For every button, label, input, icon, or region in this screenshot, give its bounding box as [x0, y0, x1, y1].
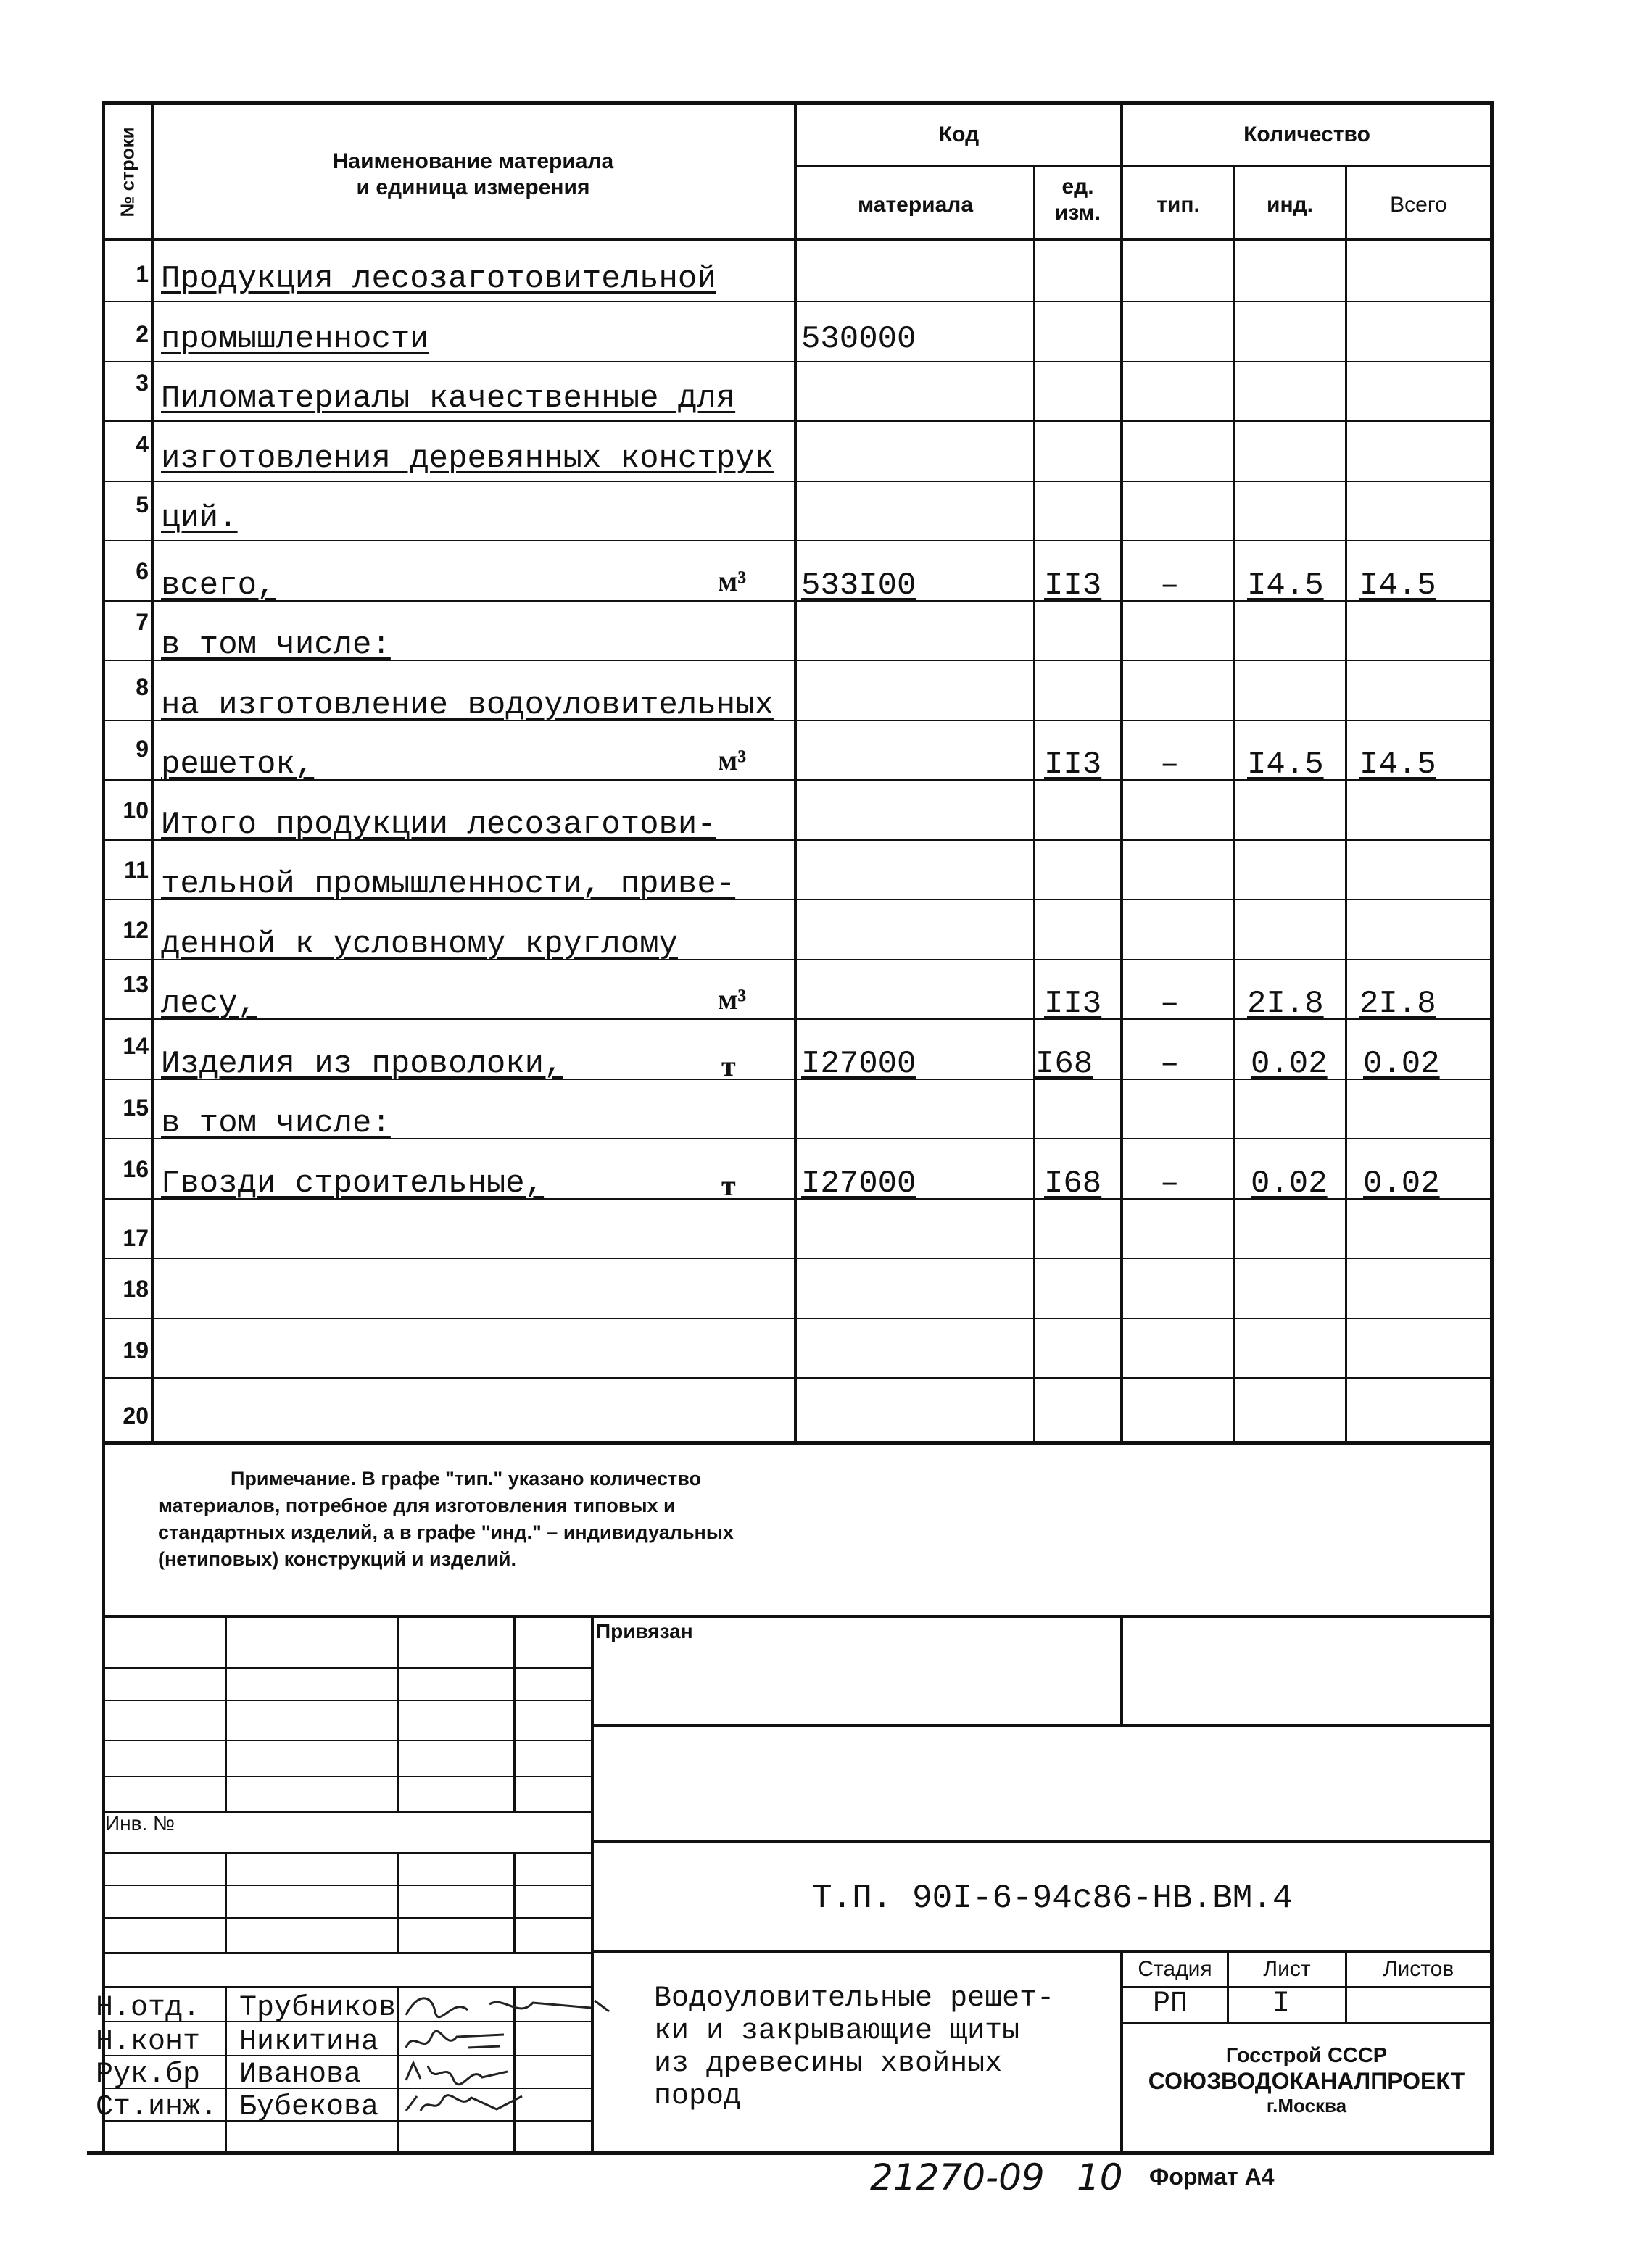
material-name: Гвозди строительные,: [161, 1166, 545, 1202]
organization: Госстрой СССР: [1225, 2044, 1388, 2067]
qty-total: 2I.8: [1359, 986, 1436, 1022]
stage-label: Стадия: [1138, 1957, 1212, 1981]
unit-code: II3: [1044, 986, 1102, 1022]
material-code: 533I00: [801, 568, 916, 604]
inventory-number-label: Инв. №: [105, 1812, 175, 1835]
privyazan-label: Привязан: [596, 1620, 693, 1642]
note-line: (нетиповых) конструкций и изделий.: [158, 1548, 517, 1570]
unit-label: м³: [718, 565, 747, 597]
signature: [402, 1990, 613, 2022]
header-total: Всего: [1390, 193, 1447, 217]
qty-typ: –: [1160, 1166, 1180, 1202]
page-number: 10: [1077, 2156, 1123, 2198]
format-label: Формат А4: [1149, 2164, 1275, 2190]
material-name: денной к условному круглому: [161, 926, 678, 963]
staff-name: Иванова: [239, 2059, 362, 2091]
row-number: 13: [123, 971, 149, 997]
material-name: решеток,: [161, 747, 315, 783]
document-code: Т.П. 90I-6-94с86-НВ.ВМ.4: [812, 1879, 1293, 1917]
qty-ind: I4.5: [1247, 747, 1324, 783]
stage-value: РП: [1153, 1987, 1188, 2020]
header-quantity: Количество: [1243, 122, 1370, 146]
material-code: I27000: [801, 1166, 916, 1202]
material-code: 530000: [801, 321, 916, 357]
staff-role: Ст.инж.: [96, 2091, 218, 2124]
note-line: материалов, потребное для изготовления типовых и: [158, 1495, 676, 1516]
row-number: 9: [136, 736, 149, 762]
signature: [402, 2057, 511, 2088]
material-code: I27000: [801, 1046, 916, 1082]
unit-code: II3: [1044, 568, 1102, 604]
unit-label: м³: [718, 983, 747, 1015]
material-name: Итого продукции лесозаготови-: [161, 807, 716, 843]
row-number: 11: [124, 857, 149, 883]
row-number: 14: [123, 1033, 149, 1059]
material-name: на изготовление водоуловительных: [161, 687, 774, 723]
row-number: 2: [136, 321, 149, 347]
row-number: 3: [136, 370, 149, 396]
archive-number: 21270-09: [870, 2156, 1045, 2198]
staff-name: Бубекова: [239, 2091, 379, 2124]
row-number: 12: [123, 917, 149, 943]
row-number: 1: [136, 261, 149, 287]
material-name: Изделия из проволоки,: [161, 1046, 563, 1082]
qty-total: 0.02: [1363, 1166, 1440, 1202]
signature: [402, 2026, 511, 2056]
material-name: Продукция лесозаготовительной: [161, 261, 716, 297]
qty-total: I4.5: [1359, 747, 1436, 783]
header-name: Наименование материала и единица измерения: [332, 149, 614, 199]
sheets-label: Листов: [1383, 1957, 1454, 1981]
organization: СОЮЗВОДОКАНАЛПРОЕКТ: [1148, 2068, 1465, 2094]
row-number: 5: [136, 491, 149, 518]
unit-label: м³: [718, 744, 747, 776]
qty-typ: –: [1160, 986, 1180, 1022]
header-row-no: № строки: [116, 127, 138, 217]
row-number: 17: [123, 1225, 149, 1251]
unit-code: I68: [1035, 1046, 1093, 1082]
header-code: Код: [938, 122, 980, 146]
row-number: 16: [123, 1156, 149, 1182]
qty-typ: –: [1160, 747, 1180, 783]
qty-typ: –: [1160, 568, 1180, 604]
note-line: Примечание. В графе "тип." указано количество: [231, 1468, 702, 1490]
sheet-value: I: [1272, 1987, 1291, 2020]
material-name: изготовления деревянных конструк: [161, 441, 774, 477]
staff-role: Рук.бр: [96, 2059, 201, 2091]
drawing-title: Водоуловительные решет-: [654, 1982, 1055, 2015]
row-number: 4: [136, 431, 149, 457]
qty-ind: I4.5: [1247, 568, 1324, 604]
drawing-title: из древесины хвойных: [654, 2048, 1003, 2080]
unit-label: т: [721, 1169, 736, 1202]
staff-role: Н.отд.: [96, 1992, 201, 2024]
material-name: промышленности: [161, 321, 429, 357]
header-unit: ед. изм.: [1054, 175, 1101, 225]
header-ind: инд.: [1267, 193, 1313, 217]
qty-ind: 0.02: [1251, 1166, 1328, 1202]
qty-total: I4.5: [1359, 568, 1436, 604]
staff-role: Н.конт: [96, 2026, 201, 2059]
signature: [402, 2089, 526, 2119]
unit-code: II3: [1044, 747, 1102, 783]
unit-label: т: [721, 1050, 736, 1082]
qty-total: 0.02: [1363, 1046, 1440, 1082]
row-number: 15: [123, 1094, 149, 1121]
qty-ind: 2I.8: [1247, 986, 1324, 1022]
material-name: лесу,: [161, 986, 257, 1022]
row-number: 6: [136, 558, 149, 584]
row-number: 10: [123, 797, 149, 823]
material-name: всего,: [161, 568, 276, 604]
qty-typ: –: [1160, 1046, 1180, 1082]
qty-ind: 0.02: [1251, 1046, 1328, 1082]
material-name: в том числе:: [161, 1105, 391, 1142]
material-name: тельной промышленности, приве-: [161, 866, 736, 902]
material-name: в том числе:: [161, 627, 391, 663]
row-number: 20: [123, 1403, 149, 1429]
note-line: стандартных изделий, а в графе "инд." – индивидуальных: [158, 1521, 734, 1543]
material-name: ций.: [161, 500, 238, 536]
row-number: 19: [123, 1337, 149, 1363]
row-number: 7: [136, 609, 149, 635]
row-number: 8: [136, 674, 149, 700]
header-typ: тип.: [1156, 193, 1200, 217]
organization: г.Москва: [1266, 2095, 1347, 2117]
drawing-title: ки и закрывающие щиты: [654, 2015, 1020, 2048]
sheet-label: Лист: [1263, 1957, 1311, 1981]
unit-code: I68: [1044, 1166, 1102, 1202]
staff-name: Никитина: [239, 2026, 379, 2059]
drawing-title: пород: [654, 2080, 742, 2113]
staff-name: Трубников: [239, 1992, 397, 2024]
header-material: материала: [857, 193, 974, 217]
row-number: 18: [123, 1276, 149, 1302]
material-name: Пиломатериалы качественные для: [161, 381, 736, 417]
